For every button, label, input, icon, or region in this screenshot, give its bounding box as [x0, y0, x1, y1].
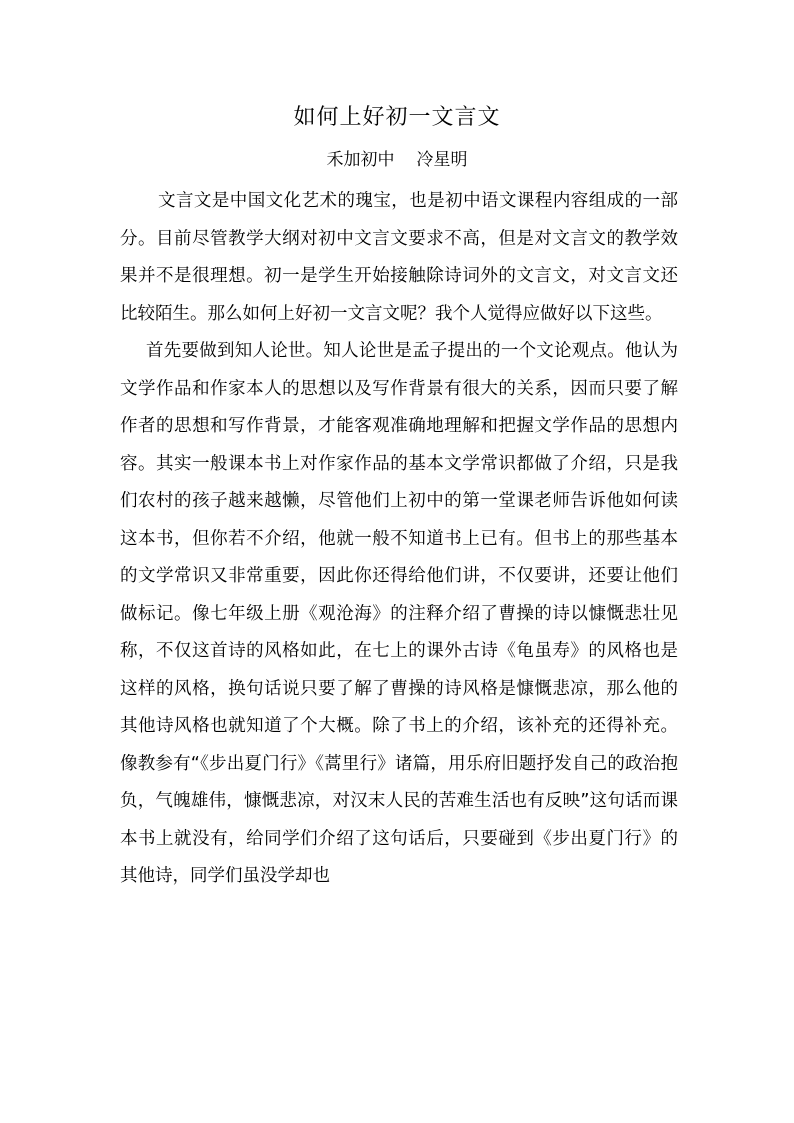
author-line	[0, 146, 794, 174]
author-school: 禾加初中	[326, 150, 395, 170]
page-title: 如何上好初一文言文	[293, 105, 501, 130]
body-text	[120, 183, 678, 896]
paragraph-know-author: 首先要做到知人论世。知人论世是孟子提出的一个文论观点。他认为文学作品和作家本人的思想以及写作背景有很大的关系，因而只要了解作者的思想和写作背景，才能客观准确地理解和把握文学作品的思想内容。其实一般课本书上对作家作品的基本文学常识都做了介绍，只是我们农村的孩子越来越懒，尽管他们上初中的第一堂课老师告诉他如何读这本书，但你若不介绍，他就一般不知道书上已有。但书上的那些基本的文学常识又非常重要，因此你还得给他们讲，不仅要讲，还要让他们做标记。像七年级上册《观沧海》的注释介绍了曹操的诗以慷慨悲壮见称，不仅这首诗的风格如此，在七上的课外古诗《龟虽寿》的风格也是这样的风格，换句话说只要了解了曹操的诗风格是慷慨悲凉，那么他的其他诗风格也就知道了个大概。除了书上的介绍，该补充的还得补充。像教参有“《步出夏门行》《蒿里行》诸篇，用乐府旧题抒发自己的政治抱负，气魄雄伟，慷慨悲凉，对汉末人民的苦难生活也有反映”这句话而课本书上就没有，给同学们介绍了这句话后，只要碰到《步出夏门行》的其他诗，同学们虽没学却也	[120, 341, 678, 886]
author-name: 冷星明	[416, 150, 468, 170]
paragraph-intro: 文言文是中国文化艺术的瑰宝，也是初中语文课程内容组成的一部分。目前尽管教学大纲对初中文言文要求不高，但是对文言文的教学效果并不是很理想。初一是学生开始接触除诗词外的文言文，对文言文还比较陌生。那么如何上好初一文言文呢？我个人觉得应做好以下这些。	[120, 191, 678, 324]
